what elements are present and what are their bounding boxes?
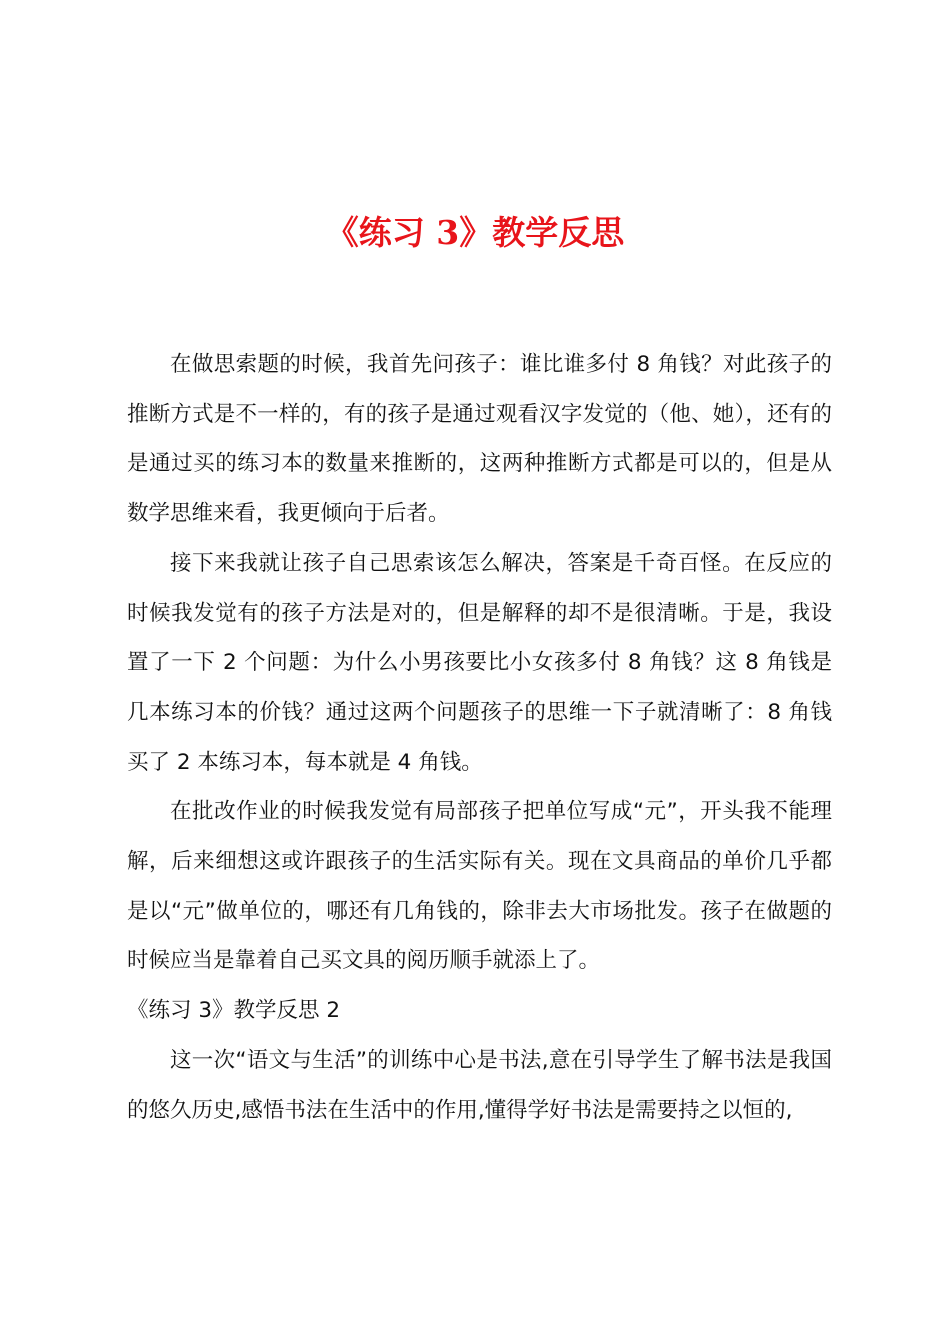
paragraph-2: 接下来我就让孩子自己思索该怎么解决，答案是千奇百怪。在反应的时候我发觉有的孩子方法是对的，但是解释的却不是很清晰。于是，我设置了一下 2 个问题：为什么小男孩要比小女孩多付 8 角钱？这 8 角钱是几本练习本的价钱？通过这两个问题孩子的思维一下子就清晰了：8 角钱买了 2 本练习本，每本就是 4 角钱。	[127, 550, 832, 775]
section-subheading: 《练习 3》教学反思 2	[127, 998, 341, 1024]
paragraph-1: 在做思索题的时候，我首先问孩子：谁比谁多付 8 角钱？对此孩子的推断方式是不一样的，有的孩子是通过观看汉字发觉的（他、她），还有的是通过买的练习本的数量来推断的，这两种推断方式都是可以的，但是从数学思维来看，我更倾向于后者。	[127, 352, 832, 527]
document-body	[127, 340, 832, 1135]
paragraph-4: 这一次“语文与生活”的训练中心是书法,意在引导学生了解书法是我国的悠久历史,感悟书法在生活中的作用,懂得学好书法是需要持之以恒的,	[127, 1047, 832, 1123]
paragraph-3: 在批改作业的时候我发觉有局部孩子把单位写成“元”，开头我不能理解，后来细想这或许跟孩子的生活实际有关。现在文具商品的单价几乎都是以“元”做单位的，哪还有几角钱的，除非去大市场批发。孩子在做题的时候应当是靠着自己买文具的阅历顺手就添上了。	[127, 799, 832, 974]
document-title: 《练习 3》教学反思	[325, 213, 625, 252]
